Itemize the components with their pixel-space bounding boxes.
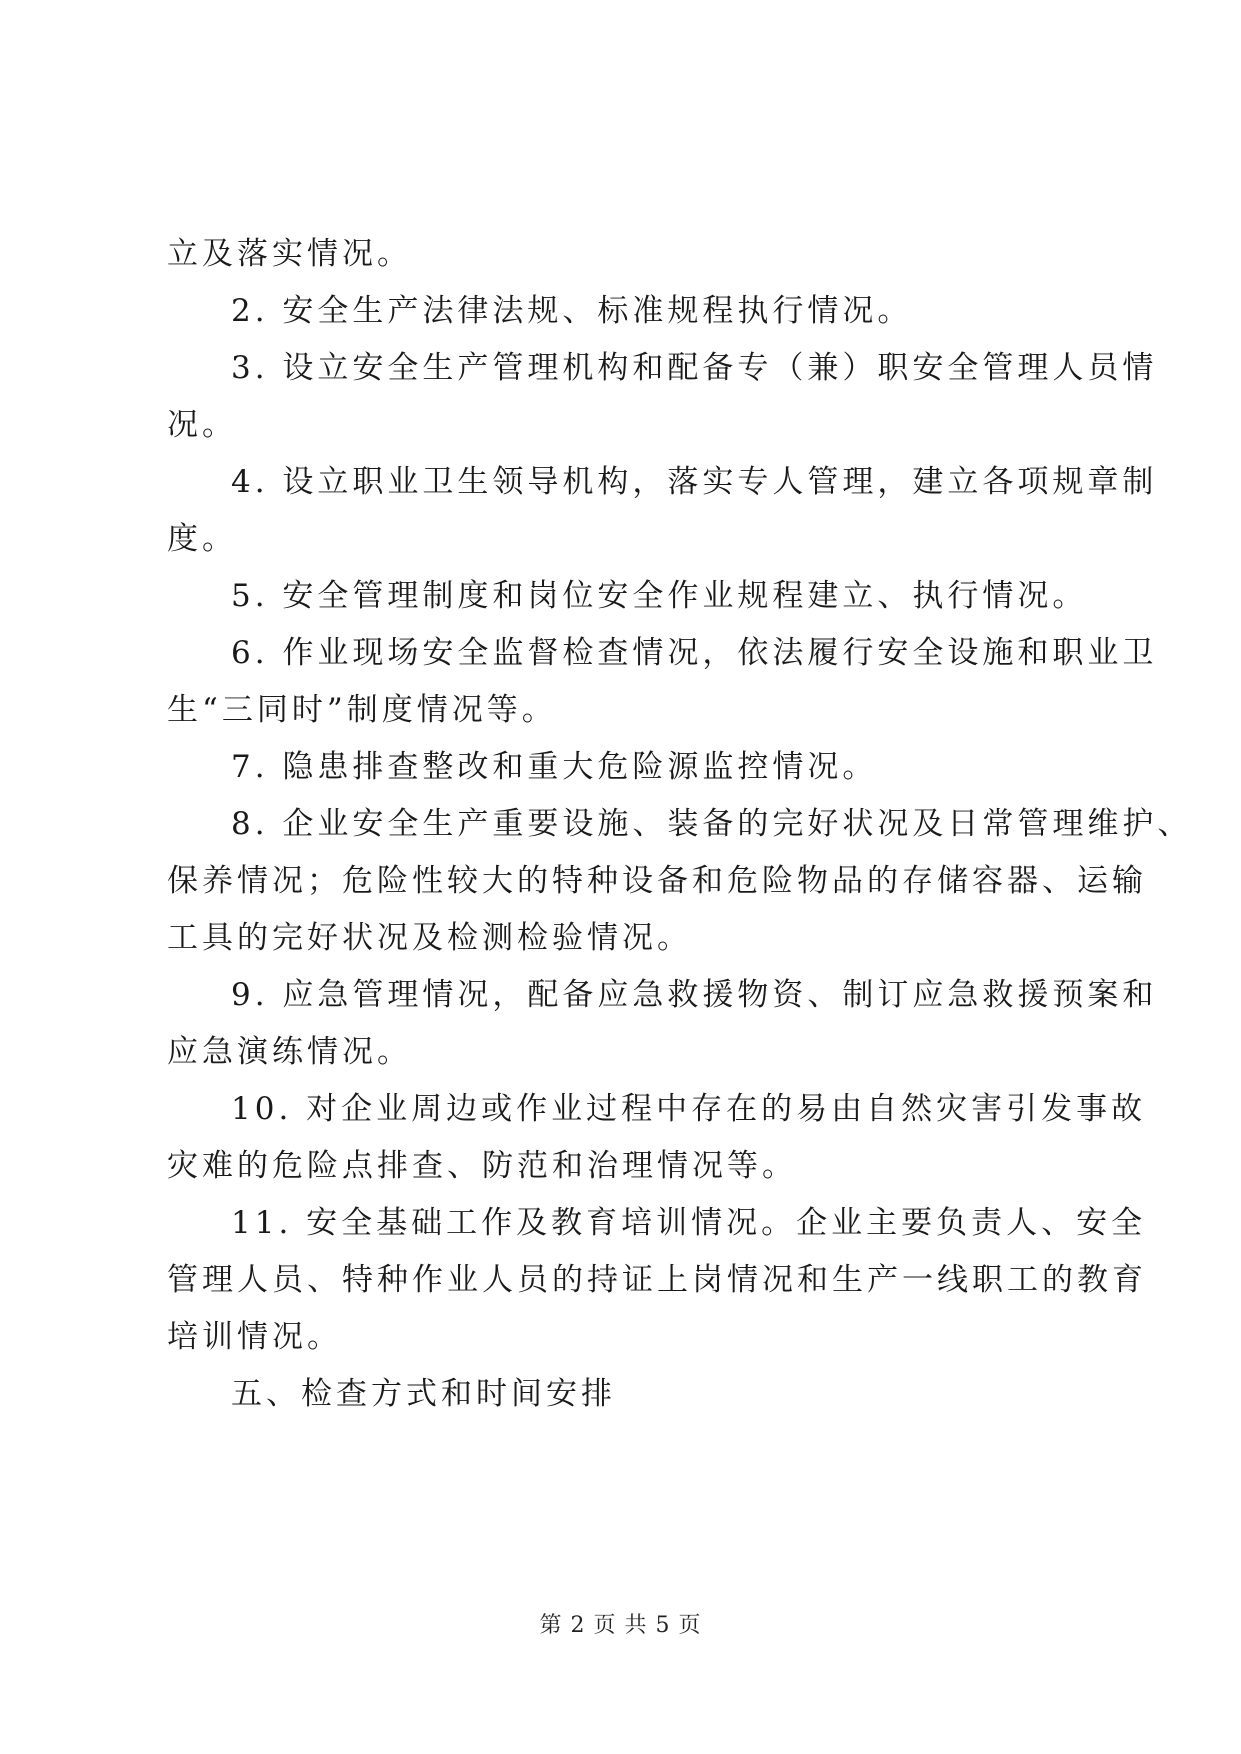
text-line: 保养情况；危险性较大的特种设备和危险物品的存储容器、运输: [167, 863, 1147, 899]
document-body: [167, 226, 1193, 1423]
list-item-6: 6. 作业现场安全监督检查情况，依法履行安全设施和职业卫: [231, 635, 1158, 671]
text-line: 立及落实情况。: [167, 236, 412, 272]
list-item-4: 4. 设立职业卫生领导机构，落实专人管理，建立各项规章制: [231, 464, 1158, 500]
list-item-11: 11. 安全基础工作及教育培训情况。企业主要负责人、安全: [231, 1205, 1147, 1241]
text-line: 管理人员、特种作业人员的持证上岗情况和生产一线职工的教育: [167, 1262, 1147, 1298]
text-line: 应急演练情况。: [167, 1034, 412, 1070]
text-line: 培训情况。: [167, 1319, 342, 1355]
text-line: 工具的完好状况及检测检验情况。: [167, 920, 692, 956]
list-item-9: 9. 应急管理情况，配备应急救援物资、制订应急救援预案和: [231, 977, 1158, 1013]
text-line: 生“三同时”制度情况等。: [167, 692, 557, 728]
section-heading: 五、检查方式和时间安排: [231, 1376, 616, 1412]
list-item-7: 7. 隐患排查整改和重大危险源监控情况。: [231, 749, 878, 785]
list-item-8: 8. 企业安全生产重要设施、装备的完好状况及日常管理维护、: [231, 806, 1193, 842]
list-item-10: 10. 对企业周边或作业过程中存在的易由自然灾害引发事故: [231, 1091, 1147, 1127]
text-line: 况。: [167, 407, 237, 443]
list-item-2: 2. 安全生产法律法规、标准规程执行情况。: [231, 293, 913, 329]
page-number-footer: 第 2 页 共 5 页: [539, 1613, 702, 1638]
list-item-5: 5. 安全管理制度和岗位安全作业规程建立、执行情况。: [231, 578, 1088, 614]
text-line: 度。: [167, 521, 237, 557]
text-line: 灾难的危险点排查、防范和治理情况等。: [167, 1148, 797, 1184]
list-item-3: 3. 设立安全生产管理机构和配备专（兼）职安全管理人员情: [231, 350, 1158, 386]
